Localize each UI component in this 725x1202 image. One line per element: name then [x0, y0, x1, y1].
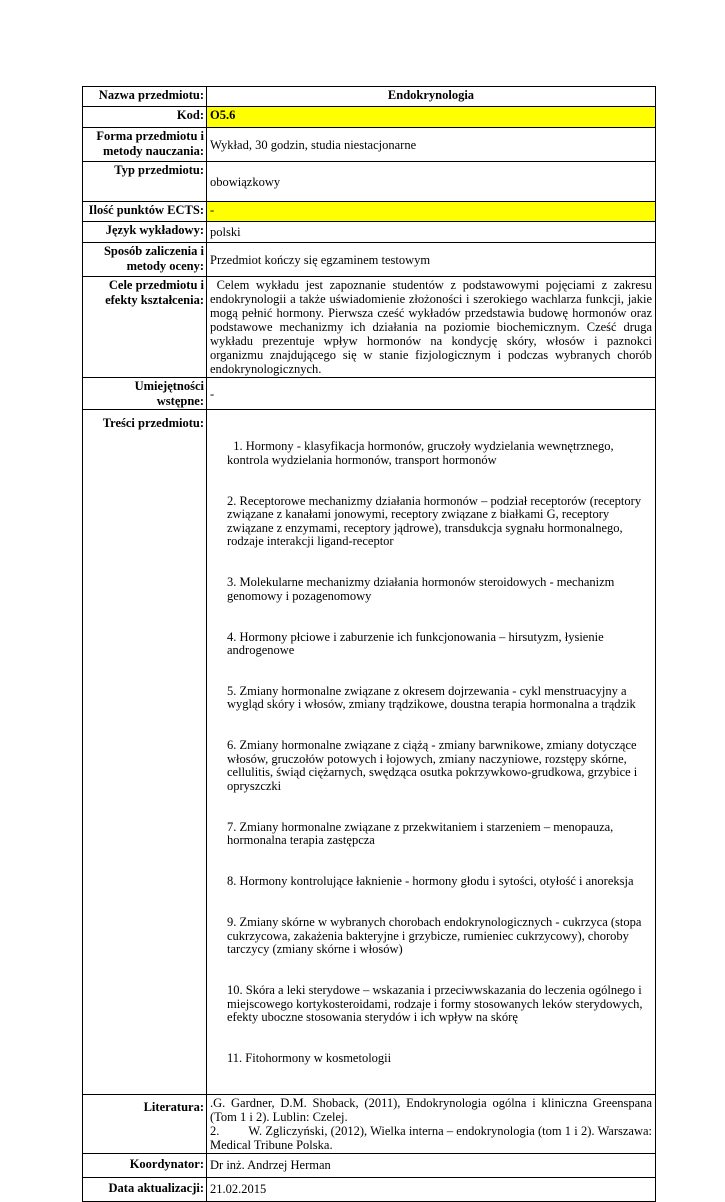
contents-label: Treści przedmiotu:: [83, 410, 207, 1095]
coordinator-label: Koordynator:: [83, 1153, 207, 1177]
course-name-label: Nazwa przedmiotu:: [83, 87, 207, 107]
course-type-value: obowiązkowy: [207, 162, 656, 202]
update-date-value: 21.02.2015: [207, 1177, 656, 1201]
ects-label: Ilość punktów ECTS:: [83, 202, 207, 222]
assessment-value: Przedmiot kończy się egzaminem testowym: [207, 243, 656, 277]
course-type-label: Typ przedmiotu:: [83, 162, 207, 202]
contents-item-6: 6. Zmiany hormonalne związane z ciążą - zmiany barwnikowe, zmiany dotyczące włosów, gruczołów potowych i łojowych, zmiany naczyniowe, rozstępy skórne, cellulitis, świąd ciężarnych, swędząca osutka pokrzywkowo-grudkowa, grzybice i opryszczki: [227, 738, 641, 794]
objectives-value: Celem wykładu jest zapoznanie studentów z podstawowymi pojęciami z zakresu endokrynologii a także uświadomienie złożoności i szerokiego wachlarza funkcji, jakie mogą pełnić hormony. Pierwsza cześć wykładów przedstawia budowę hormonów oraz podstawowe mechanizmy ich działania na poziomie biochemicznym. Cześć druga wykładu prezentuje wpływ hormonów na kondycję skóry, włosów i paznokci organizmu znajdującego się w stanie fizjologicznym i podczas wybranych chorób endokrynologicznych.: [207, 277, 656, 378]
contents-item-5: 5. Zmiany hormonalne związane z okresem dojrzewania - cykl menstruacyjny a wygląd skóry i włosów, zmiany trądzikowe, doustna terapia hormonalna a trądzik: [227, 683, 636, 712]
course-code-label: Kod:: [83, 107, 207, 128]
contents-item-10: 10. Skóra a leki sterydowe – wskazania i przeciwwskazania do leczenia ogólnego i miejscowego kortykosteroidami, rodzaje i formy stosowanych leków sterydowych, efekty uboczne stosowania sterydów i ich wpływ na skórę: [227, 982, 646, 1025]
assessment-label-line2: metody oceny:: [126, 259, 204, 273]
contents-item-11: 11. Fitohormony w kosmetologii: [227, 1050, 392, 1065]
course-form-value: Wykład, 30 godzin, studia niestacjonarne: [207, 128, 656, 162]
course-code-value: O5.6: [207, 107, 656, 128]
assessment-label: [83, 243, 207, 277]
objectives-label-line1: Cele przedmiotu i: [108, 278, 204, 292]
contents-item-9: 9. Zmiany skórne w wybranych chorobach endokrynologicznych - cukrzyca (stopa cukrzycowa, zakażenia bakteryjne i grzybicze, rumieniec cukrzycowy), choroby tarczycy (zmiany skórne i włosów): [227, 914, 645, 957]
contents-list: [207, 410, 656, 1095]
contents-item-8: 8. Hormony kontrolujące łaknienie - hormony głodu i sytości, otyłość i anoreksja: [227, 874, 634, 889]
language-value: polski: [207, 222, 656, 243]
literature-item-2-text: W. Zgliczyński, (2012), Wielka interna – endokrynologia (tom 1 i 2). Warszawa: Medical Tribune Polska.: [210, 1123, 652, 1152]
coordinator-value: Dr inż. Andrzej Herman: [207, 1153, 656, 1177]
course-name-value: Endokrynologia: [207, 87, 656, 107]
literature-list: [207, 1094, 656, 1153]
objectives-label: [83, 277, 207, 378]
assessment-label-line1: Sposób zaliczenia i: [103, 244, 204, 258]
contents-item-3: 3. Molekularne mechanizmy działania hormonów steroidowych - mechanizm genomowy i pozagenomowy: [227, 575, 618, 603]
course-syllabus-table: [82, 86, 656, 1202]
course-form-label: [83, 128, 207, 162]
prerequisites-label: Umiejętności wstępne:: [83, 378, 207, 410]
objectives-label-line2: efekty kształcenia:: [105, 293, 204, 307]
contents-item-7: 7. Zmiany hormonalne związane z przekwitaniem i starzeniem – menopauza, hormonalna terapia zastępcza: [227, 819, 617, 848]
contents-item-2: 2. Receptorowe mechanizmy działania hormonów – podział receptorów (receptory związane z kanałami jonowymi, receptory związane z białkami G, receptory związane z enzymami, receptory jądrowe), transdukcja sygnału hormonalnego, rodzaje interakcji ligand-receptor: [227, 493, 645, 549]
literature-item-2-number: 2.: [210, 1123, 220, 1138]
update-date-label: Data aktualizacji:: [83, 1177, 207, 1201]
course-form-label-line2: metody nauczania:: [102, 144, 204, 158]
contents-item-4: 4. Hormony płciowe i zaburzenie ich funkcjonowania – hirsutyzm, łysienie androgenowe: [227, 629, 607, 658]
literature-item-2: [210, 1124, 652, 1152]
course-form-label-line1: Forma przedmiotu i: [96, 129, 204, 143]
prerequisites-value: -: [207, 378, 656, 410]
ects-value: -: [207, 202, 656, 222]
language-label: Język wykładowy:: [83, 222, 207, 243]
literature-label: Literatura:: [83, 1094, 207, 1153]
contents-item-1: 1. Hormony - klasyfikacja hormonów, gruczoły wydzielania wewnętrznego, kontrola wydzielania hormonów, transport hormonów: [227, 439, 617, 467]
literature-item-1: .G. Gardner, D.M. Shoback, (2011), Endokrynologia ogólna i kliniczna Greenspana (Tom 1 i 2). Lublin: Czelej.: [210, 1095, 652, 1124]
